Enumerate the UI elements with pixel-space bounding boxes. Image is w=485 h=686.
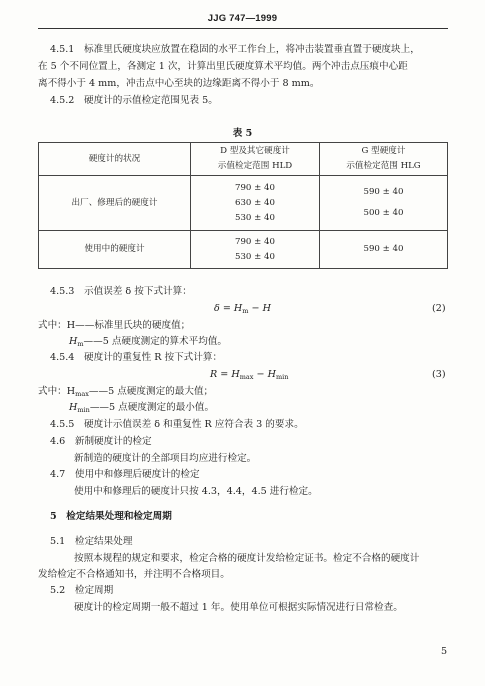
eq2-sub: m bbox=[242, 307, 249, 315]
where-1-line1: 式中：H——标准里氏块的硬度值； bbox=[38, 320, 191, 331]
equation-3 bbox=[210, 369, 288, 383]
para-4-7: 4.7 使用中和修理后硬度计的检定 bbox=[50, 469, 200, 480]
table-row2-g-value: 590 ± 40 bbox=[320, 231, 448, 269]
para-4-5-1-line1: 4.5.1 标准里氏硬度块应放置在稳固的水平工作台上，将冲击装置垂直置于硬度块上， bbox=[50, 44, 420, 55]
equation-2-number: (2) bbox=[432, 303, 446, 314]
para-4-5-1-line3: 离不得小于 4 mm，冲击点中心至块的边缘距离不得小于 8 mm。 bbox=[38, 78, 320, 89]
table-5-header-status: 硬度计的状况 bbox=[39, 143, 191, 176]
para-4-7-body: 使用中和修理后的硬度计只按 4.3，4.4，4.5 进行检定。 bbox=[74, 486, 318, 497]
table-cell: 500 ± 40 bbox=[363, 208, 404, 218]
table-5 bbox=[38, 142, 448, 269]
para-4-5-1-line2: 在 5 个不同位置上，各测定 1 次，计算出里氏硬度算术平均值。两个冲击点压痕中心距 bbox=[38, 61, 408, 72]
where2-l2-sub: min bbox=[77, 406, 90, 414]
eq2-lead: δ = H bbox=[214, 303, 243, 314]
where1-symbol-sub: m bbox=[77, 340, 84, 348]
where2-l2-definition: ——5 点硬度测定的最小值。 bbox=[89, 402, 215, 413]
section-5-heading: 5 检定结果处理和检定周期 bbox=[50, 511, 172, 522]
table-cell: 530 ± 40 bbox=[234, 212, 275, 223]
table-row1-label: 出厂、修理后的硬度计 bbox=[39, 176, 191, 231]
table-row2-label: 使用中的硬度计 bbox=[39, 231, 191, 269]
table-5-caption: 表 5 bbox=[232, 128, 253, 139]
running-header: JJG 747—1999 bbox=[207, 13, 278, 24]
para-5-2-body: 硬度计的检定周期一般不超过 1 年。使用单位可根据实际情况进行日常检查。 bbox=[74, 602, 403, 613]
para-4-5-4: 4.5.4 硬度计的重复性 R 按下式计算： bbox=[50, 352, 223, 363]
table-cell: 790 ± 40 bbox=[234, 182, 275, 193]
table-row1-d-values bbox=[191, 176, 320, 231]
eq2-tail: − H bbox=[248, 303, 271, 314]
para-5-1: 5.1 检定结果处理 bbox=[50, 536, 133, 547]
para-4-6-body: 新制造的硬度计的全部项目均应进行检定。 bbox=[74, 453, 257, 464]
table-row1-g-values bbox=[320, 176, 448, 231]
header-g-line2: 示值检定范围 HLG bbox=[346, 161, 421, 171]
where-1-line2 bbox=[69, 336, 227, 350]
page-number: 5 bbox=[441, 646, 448, 657]
para-5-1-line2: 发给检定不合格通知书，并注明不合格项目。 bbox=[38, 569, 230, 580]
table-cell: 630 ± 40 bbox=[234, 197, 275, 208]
table-5-header-d bbox=[191, 143, 320, 176]
table-5-header-g bbox=[320, 143, 448, 176]
table-cell: 530 ± 40 bbox=[234, 251, 275, 262]
para-4-5-2: 4.5.2 硬度计的示值检定范围见表 5。 bbox=[50, 95, 218, 106]
where-2-line1 bbox=[38, 386, 213, 400]
where2-l1-sub: max bbox=[75, 390, 89, 398]
where-2-line2 bbox=[69, 402, 214, 416]
para-4-6: 4.6 新制硬度计的检定 bbox=[50, 436, 152, 447]
para-4-5-3: 4.5.3 示值误差 δ 按下式计算： bbox=[50, 286, 192, 297]
table-row2-d-values bbox=[191, 231, 320, 269]
where1-definition: ——5 点硬度测定的算术平均值。 bbox=[83, 336, 228, 347]
where2-l1-prefix: 式中：H bbox=[38, 386, 76, 397]
table-cell: 790 ± 40 bbox=[234, 236, 275, 247]
table-cell: 590 ± 40 bbox=[363, 187, 404, 197]
header-rule bbox=[38, 28, 448, 29]
eq3-mid: − H bbox=[253, 369, 276, 380]
equation-2 bbox=[214, 303, 271, 317]
header-g-line1: G 型硬度计 bbox=[361, 146, 406, 156]
para-5-2: 5.2 检定周期 bbox=[50, 585, 114, 596]
eq3-lead: R = H bbox=[210, 369, 240, 380]
eq3-sub-min: min bbox=[275, 373, 289, 381]
eq3-sub-max: max bbox=[239, 373, 254, 381]
header-d-line2: 示值检定范围 HLD bbox=[217, 161, 293, 171]
where2-l1-definition: ——5 点硬度测定的最大值； bbox=[88, 386, 214, 397]
equation-3-number: (3) bbox=[432, 369, 446, 380]
para-5-1-line1: 按照本规程的规定和要求，检定合格的硬度计发给检定证书。检定不合格的硬度计 bbox=[74, 553, 420, 564]
para-4-5-5: 4.5.5 硬度计示值误差 δ 和重复性 R 应符合表 3 的要求。 bbox=[50, 419, 304, 430]
where1-symbol: H bbox=[69, 336, 78, 347]
where2-l2-symbol: H bbox=[69, 402, 78, 413]
header-d-line1: D 型及其它硬度计 bbox=[220, 146, 290, 156]
